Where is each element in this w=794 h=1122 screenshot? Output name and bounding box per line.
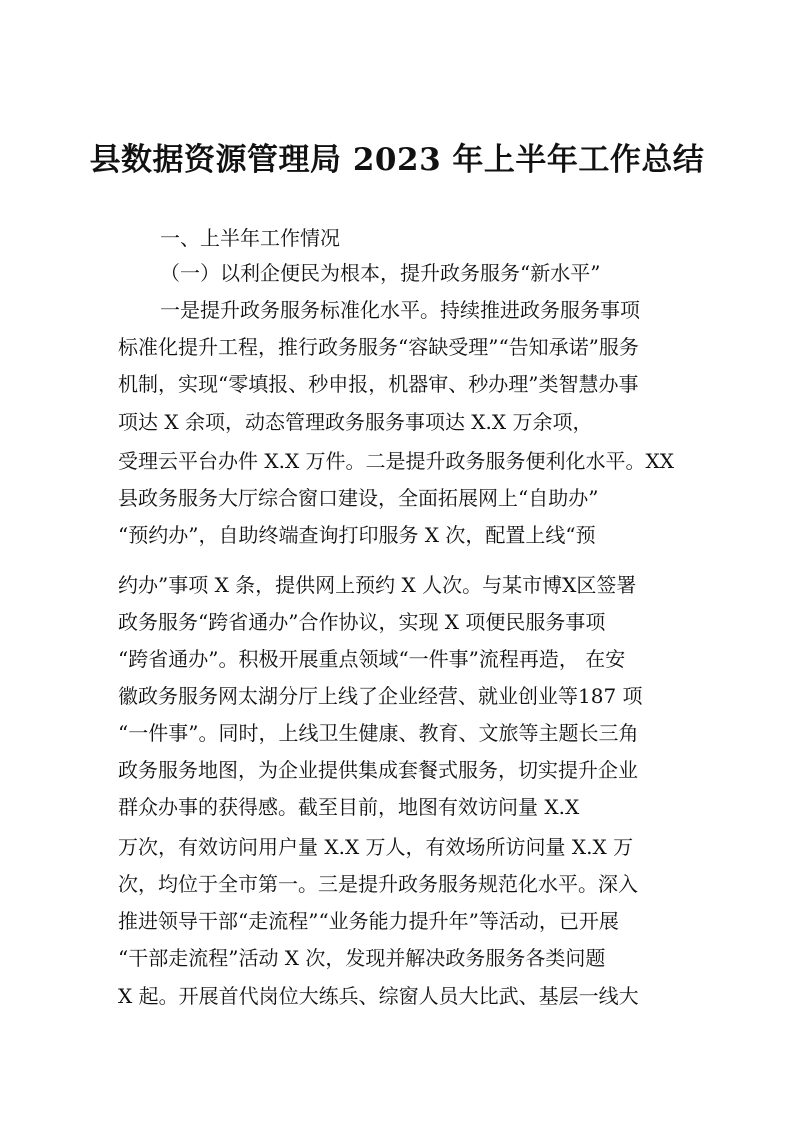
paragraph-line: 政务服务地图，为企业提供集成套餐式服务，切实提升企业 [118, 758, 638, 782]
paragraph-line: “跨省通办”。积极开展重点领域“一件事”流程再造， 在安 [118, 647, 626, 671]
document-title: 县数据资源管理局 2023 年上半年工作总结 [89, 142, 705, 178]
paragraph-line: 受理云平台办件 X.X 万件。二是提升政务服务便利化水平。XX [118, 449, 675, 473]
paragraph-line: 次，均位于全市第一。三是提升政务服务规范化水平。深入 [118, 872, 638, 896]
subsection-heading: （一）以利企便民为根本，提升政务服务“新水平” [160, 261, 601, 285]
paragraph-line: “干部走流程”活动 X 次，发现并解决政务服务各类问题 [118, 946, 606, 970]
paragraph-line: 推进领导干部“走流程”“业务能力提升年”等活动，已开展 [118, 909, 619, 933]
paragraph-line: X 起。开展首代岗位大练兵、综窗人员大比武、基层一线大 [118, 984, 639, 1008]
paragraph-line: 群众办事的获得感。截至目前，地图有效访问量 X.X [118, 795, 580, 819]
paragraph-line: “预约办”，自助终端查询打印服务 X 次，配置上线“预 [118, 523, 596, 547]
paragraph-line: 县政务服务大厅综合窗口建设，全面拓展网上“自助办” [118, 486, 599, 510]
paragraph-line: 一是提升政务服务标准化水平。持续推进政务服务事项 [160, 298, 640, 322]
paragraph-line: “一件事”。同时，上线卫生健康、教育、文旅等主题长三角 [118, 721, 639, 745]
section-heading: 一、上半年工作情况 [160, 226, 340, 250]
paragraph-line: 约办”事项 X 条，提供网上预约 X 人次。与某市博X区签署 [118, 573, 637, 597]
paragraph-line: 标准化提升工程，推行政务服务“容缺受理”“告知承诺”服务 [118, 335, 639, 359]
paragraph-line: 机制，实现“零填报、秒申报，机器审、秒办理”类智慧办事 [118, 372, 639, 396]
paragraph-line: 项达 X 余项，动态管理政务服务事项达 X.X 万余项， [118, 410, 593, 434]
paragraph-line: 徽政务服务网太湖分厅上线了企业经营、就业创业等187 项 [118, 684, 643, 708]
paragraph-line: 万次，有效访问用户量 X.X 万人，有效场所访问量 X.X 万 [118, 835, 634, 859]
paragraph-line: 政务服务“跨省通办”合作协议，实现 X 项便民服务事项 [118, 610, 606, 634]
